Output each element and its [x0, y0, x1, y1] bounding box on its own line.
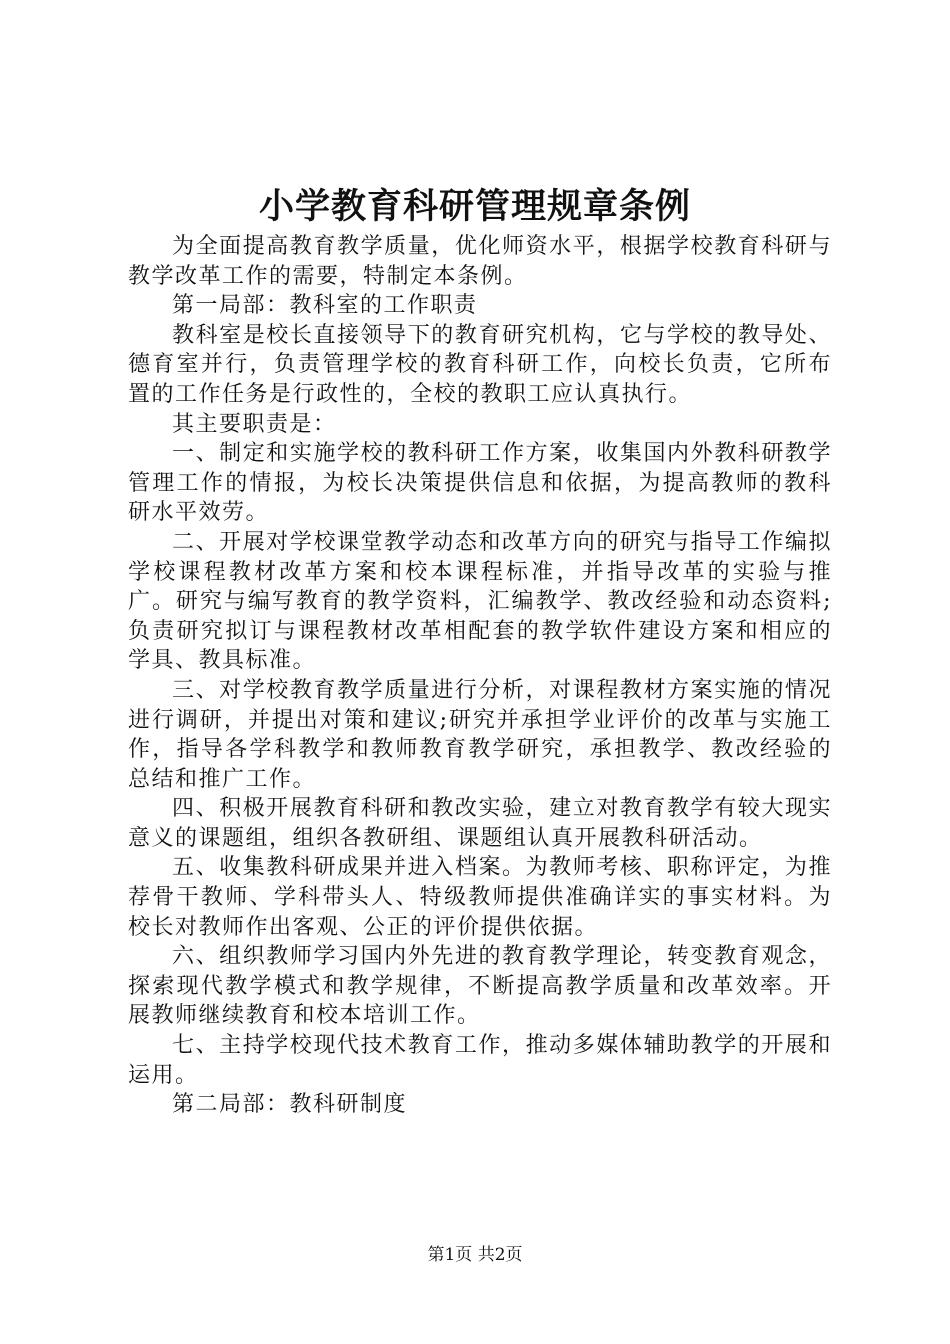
duty-item-4: 四、积极开展教育科研和教改实验，建立对教育教学有较大现实意义的课题组，组织各教研组、课题组认真开展教科研活动。: [128, 796, 832, 851]
page-number-footer: 第1页 共2页: [427, 1245, 523, 1265]
duty-item-3: 三、对学校教育教学质量进行分析，对课程教材方案实施的情况进行调研，并提出对策和建议;研究并承担学业评价的改革与实施工作，指导各学科教学和教师教育教学研究，承担教学、教改经验的总结和推广工作。: [128, 677, 832, 792]
paragraph-duties-intro: 其主要职责是：: [172, 411, 337, 437]
duty-item-6: 六、组织教师学习国内外先进的教育教学理论，转变教育观念，探索现代教学模式和教学规律，不断提高教学质量和改革效率。开展教师继续教育和校本培训工作。: [128, 944, 832, 1029]
paragraph-intro: 为全面提高教育教学质量，优化师资水平，根据学校教育科研与教学改革工作的需要，特制定本条例。: [128, 234, 832, 289]
section-heading-1: 第一局部：教科室的工作职责: [172, 293, 478, 319]
duty-item-7: 七、主持学校现代技术教育工作，推动多媒体辅助教学的开展和运用。: [128, 1033, 832, 1088]
document-body: [128, 232, 832, 1120]
document-title: 小学教育科研管理规章条例: [258, 187, 691, 227]
paragraph-office-role: 教科室是校长直接领导下的教育研究机构，它与学校的教导处、德育室并行，负责管理学校的教育科研工作，向校长负责，它所布置的工作任务是行政性的，全校的教职工应认真执行。: [128, 322, 832, 407]
duty-item-1: 一、制定和实施学校的教科研工作方案，收集国内外教科研教学管理工作的情报，为校长决策提供信息和依据，为提高教师的教科研水平效劳。: [128, 441, 832, 526]
section-heading-2: 第二局部：教科研制度: [172, 1092, 408, 1118]
duty-item-5: 五、收集教科研成果并进入档案。为教师考核、职称评定，为推荐骨干教师、学科带头人、特级教师提供准确详实的事实材料。为校长对教师作出客观、公正的评价提供依据。: [128, 855, 832, 940]
duty-item-2: 二、开展对学校课堂教学动态和改革方向的研究与指导工作编拟学校课程教材改革方案和校本课程标准，并指导改革的实验与推广。研究与编写教育的教学资料，汇编教学、教改经验和动态资料;负责研究拟订与课程教材改革相配套的教学软件建设方案和相应的学具、教具标准。: [128, 529, 832, 674]
